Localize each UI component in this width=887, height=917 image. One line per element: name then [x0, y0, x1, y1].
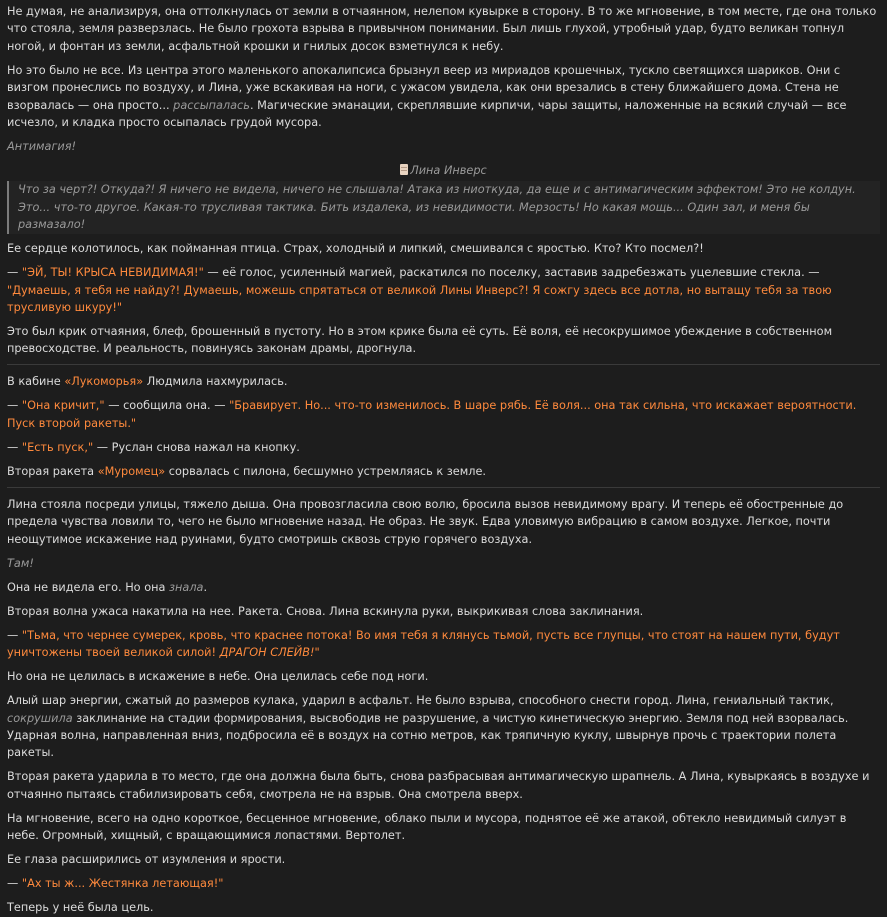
paragraph-text: Она не видела его. Но она	[7, 580, 170, 594]
paragraph	[7, 323, 880, 358]
paragraph	[7, 496, 880, 548]
paragraph	[7, 373, 880, 390]
paragraph-text: Не думая, не анализируя, она оттолкнулась от земли в отчаянном, нелепом кувырке в сторону. В то же мгновение, в том месте, где она только что стояла, земля разверзлась. Не было грохота взрыва в привычном понимании. Был лишь глухой, утробный удар, будто великан топнул ногой, и фонтан из земли, асфальтной крошки и гнилых досок взметнулся к небу.	[7, 5, 877, 53]
paragraph	[7, 692, 880, 762]
dash: —	[7, 399, 22, 413]
paragraph	[7, 463, 880, 480]
paragraph-text: Ее глаза расширились от изумления и ярости.	[7, 853, 286, 867]
divider	[7, 364, 880, 365]
thought-text: Там!	[7, 556, 34, 570]
thought-line	[7, 138, 880, 155]
paragraph	[7, 579, 880, 596]
paragraph	[7, 768, 880, 803]
paragraph-text: — Руслан снова нажал на кнопку.	[93, 440, 300, 454]
paragraph-text: — её голос, усиленный магией, раскатился по поселку, заставив задребезжать уцелевшие стекла. —	[203, 266, 820, 280]
paragraph-text: Но это было не все. Из центра этого маленького апокалипсиса брызнул веер из мириадов крошечных, тускло светящихся шариков. Они с визгом пронеслись по воздуху, и Лина, уже вскакивая на ноги, с ужасом увидела, как они врезались в стену ближайшего дома. Стена не взорвалась — она просто...	[7, 63, 841, 112]
dash: —	[7, 266, 22, 280]
speech-text: "Она кричит,"	[21, 399, 105, 413]
paragraph-text: сорвалась с пилона, бесшумно устремляясь к земле.	[165, 464, 487, 478]
paragraph-text: На мгновение, всего на одно короткое, бесценное мгновение, облако пыли и мусора, поднятое её же атакой, обтекло невидимый силуэт в небе. Огромный, хищный, с вращающимися лопастями. Вертолет.	[7, 811, 847, 843]
paragraph	[7, 603, 880, 620]
signature	[7, 162, 880, 179]
spell-name: ДРАГОН СЛЕЙВ!	[219, 646, 315, 660]
paragraph-text: Теперь у неё была цель.	[7, 901, 154, 915]
paragraph-text: Ее сердце колотилось, как пойманная птица. Страх, холодный и липкий, смешивался с яростью. Кто? Кто посмел?!	[7, 242, 704, 256]
paragraph	[7, 875, 880, 892]
paragraph	[7, 899, 880, 916]
quote-text: Что за черт?! Откуда?! Я ничего не видела, ничего не слышала! Атака из ниоткуда, да еще и с антимагическим эффектом! Это не колдун. Это... что-то другое. Какая-то трусливая тактика. Бить издалека, из невидимости. Мерзость! Но какая мощь... Один зал, и меня бы размазало!	[18, 183, 856, 232]
incantation-text: "Тьма, что чернее сумерек, кровь, что краснее потока! Во имя тебя я клянусь тьмой, пусть все глупцы, что стоят на нашем пути, будут уничтожены твоей великой силой!	[7, 628, 840, 660]
speech-text: "Есть пуск,"	[21, 440, 94, 454]
paragraph	[7, 264, 880, 316]
dash: —	[7, 877, 22, 891]
paragraph	[7, 810, 880, 845]
paragraph	[7, 62, 880, 132]
scroll-icon	[400, 164, 408, 175]
thought-quote	[7, 181, 880, 233]
paragraph	[7, 240, 880, 257]
paragraph-text: Лина стояла посреди улицы, тяжело дыша. Она провозгласила свою волю, бросила вызов невидимому врагу. И теперь её обостренные до предела чувства ловили то, чего не было мгновение назад. Не образ. Не звук. Едва уловимую вибрацию в самом воздухе. Легкое, почти неощутимое искажение над руинами, будто смотришь сквозь струю горячего воздуха.	[7, 497, 844, 546]
thought-text: Антимагия!	[7, 140, 77, 154]
divider	[7, 487, 880, 488]
paragraph-text: Это был крик отчаяния, блеф, брошенный в пустоту. Но в этом крике была её суть. Её воля, её несокрушимое убеждение в собственном превосходстве. И реальность, повинуясь законам драмы, дрогнула.	[7, 325, 833, 356]
thought-line	[7, 555, 880, 572]
paragraph	[7, 439, 880, 456]
paragraph-text: Вторая ракета	[7, 464, 98, 478]
paragraph-text: Людмила нахмурилась.	[143, 375, 288, 389]
paragraph	[7, 397, 880, 432]
speech-text: «Лукоморья»	[64, 375, 144, 389]
speech-text	[7, 629, 840, 659]
paragraph-text: .	[203, 580, 208, 594]
dash: —	[7, 628, 22, 642]
paragraph	[7, 668, 880, 685]
emphasis-text: знала	[169, 580, 204, 594]
quote-mark: "	[314, 646, 320, 660]
paragraph-text: — сообщила она. —	[104, 399, 230, 413]
paragraph-text: Но она не целилась в искажение в небе. Она целилась себе под ноги.	[7, 670, 429, 684]
speech-text: "Бравирует. Но... что-то изменилось. В шаре рябь. Её воля... она так сильна, что искажает вероятности. Пуск второй ракеты."	[7, 399, 857, 430]
paragraph-text: . Магические эманации, скреплявшие кирпичи, чары защиты, наложенные на всякий случай — все исчезло, и кладка просто осыпалась грудой мусора.	[7, 98, 847, 130]
speech-text: "Ах ты ж... Жестянка летающая!"	[21, 877, 224, 891]
emphasis-text: рассыпалась	[173, 98, 250, 112]
speech-text: "ЭЙ, ТЫ! КРЫСА НЕВИДИМАЯ!"	[21, 266, 204, 280]
paragraph	[7, 627, 880, 662]
signature-name: Лина Инверс	[410, 164, 487, 178]
speech-text: «Муромец»	[97, 464, 166, 478]
paragraph-text: Алый шар энергии, сжатый до размеров кулака, ударил в асфальт. Не было взрыва, способного снести город. Лина, гениальный тактик,	[7, 694, 834, 708]
paragraph-text: заклинание на стадии формирования, высвободив не разрушение, а чистую кинетическую энергию. Земля под ней взорвалась. Ударная волна, направленная вниз, подбросила её в воздух на сотню метров, как тряпичную куклу, швырнув прочь с траектории полета ракеты.	[7, 711, 849, 760]
paragraph-text: Вторая ракета ударила в то место, где она должна была быть, снова разбрасывая антимагическую шрапнель. А Лина, кувыркаясь в воздухе и отчаянно пытаясь стабилизировать себя, смотрела не на взрыв. Она смотрела вверх.	[7, 770, 870, 801]
paragraph-text: Вторая волна ужаса накатила на нее. Ракета. Снова. Лина вскинула руки, выкрикивая слова заклинания.	[7, 604, 644, 618]
dash: —	[7, 440, 22, 454]
speech-text: "Думаешь, я тебя не найду?! Думаешь, можешь спрятаться от великой Лины Инверс?! Я сожгу здесь все дотла, но вытащу тебя за твою трусливую шкуру!"	[7, 283, 832, 315]
emphasis-text: сокрушила	[7, 711, 73, 725]
paragraph-text: В кабине	[7, 375, 65, 389]
paragraph	[7, 3, 880, 55]
paragraph	[7, 851, 880, 868]
